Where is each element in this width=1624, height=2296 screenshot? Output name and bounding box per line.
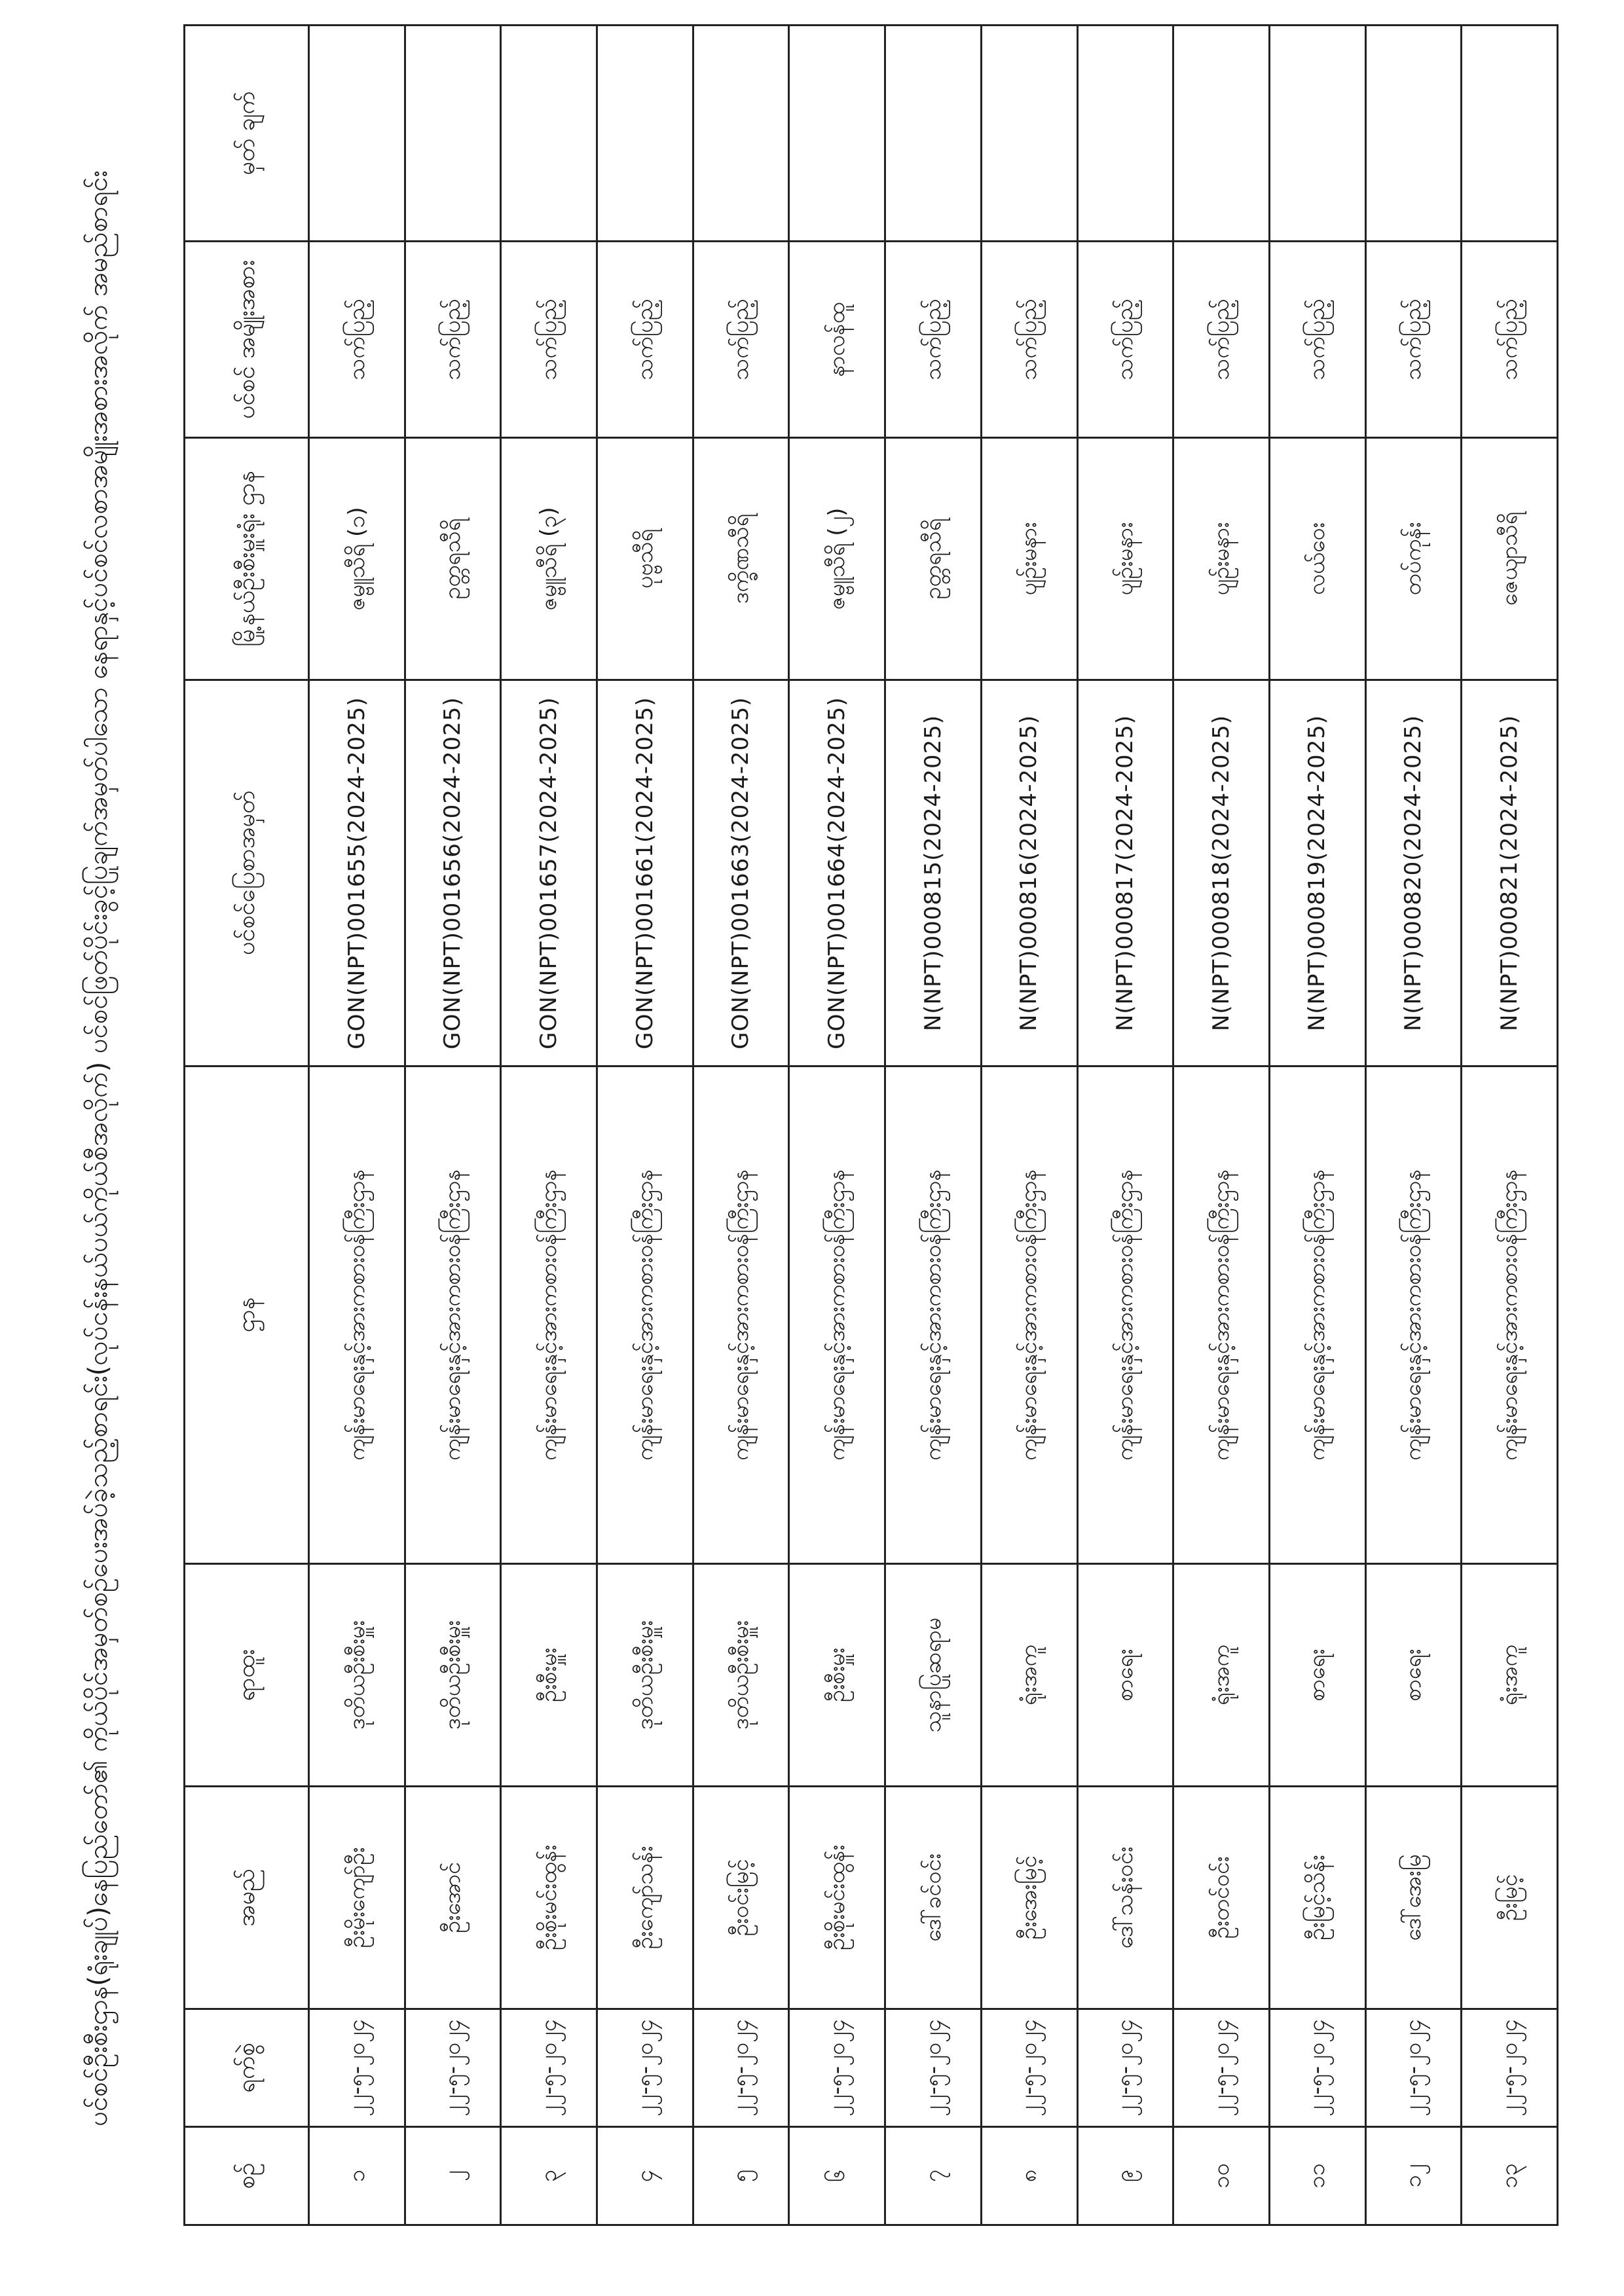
table-cell: ဦးဝင်းမြင့် xyxy=(693,1787,789,2009)
table-cell: ၂၂-၅-၂၀၂၄ xyxy=(1269,2009,1365,2127)
table-cell: ၁၀ xyxy=(1173,2127,1270,2225)
table-cell: သက်ပြည့် xyxy=(1077,242,1173,438)
table-cell: ၇ xyxy=(885,2127,982,2225)
table-cell: GON(NPT)001656(2024-2025) xyxy=(405,680,501,1066)
table-cell: N(NPT)000815(2024-2025) xyxy=(885,680,982,1066)
table-cell: ကျန်းမာရေးနှင့်အားကစားဝန်ကြီးဌာန xyxy=(1173,1066,1270,1564)
table-cell xyxy=(885,26,982,242)
table-cell xyxy=(1269,26,1365,242)
table-cell: ကျန်းမာရေးနှင့်အားကစားဝန်ကြီးဌာန xyxy=(501,1066,597,1564)
table-cell: ၆ xyxy=(789,2127,885,2225)
table-cell: သက်ပြည့် xyxy=(1365,242,1462,438)
table-row xyxy=(1173,26,1270,2225)
table-cell: ဇမ္ဗူသီရိ (၃) xyxy=(501,438,597,680)
table-cell xyxy=(501,26,597,242)
table-cell: ရုံးအကူ xyxy=(981,1564,1077,1787)
table-cell: ကျန်းမာရေးနှင့်အားကစားဝန်ကြီးဌာန xyxy=(405,1066,501,1564)
table-cell: ကျန်းမာရေးနှင့်အားကစားဝန်ကြီးဌာန xyxy=(693,1066,789,1564)
table-cell: သက်ပြည့် xyxy=(405,242,501,438)
table-cell: ၂၂-၅-၂၀၂၄ xyxy=(309,2009,405,2127)
table-cell: ပျဉ်းမနား xyxy=(1173,438,1270,680)
table-cell: N(NPT)000816(2024-2025) xyxy=(981,680,1077,1066)
header-cell: မြို့နယ်ဦးစီးမှူးရုံး ဌာန xyxy=(185,438,309,680)
table-cell: သက်ပြည့် xyxy=(309,242,405,438)
table-row xyxy=(405,26,501,2225)
table-cell: ၁၃ xyxy=(1462,2127,1558,2225)
table-cell: ၂၂-၅-၂၀၂၄ xyxy=(405,2009,501,2127)
header-cell: ဌာန xyxy=(185,1066,309,1564)
header-cell: စဉ် xyxy=(185,2127,309,2225)
table-cell xyxy=(693,26,789,242)
table-cell: ဇမ္ဗူသီရိ (၁) xyxy=(309,438,405,680)
table-cell: ဒေါ်သန်းဝင်း xyxy=(1077,1787,1173,2009)
table-cell: ကျန်းမာရေးနှင့်အားကစားဝန်ကြီးဌာန xyxy=(789,1066,885,1564)
table-cell: သက်ပြည့် xyxy=(885,242,982,438)
table-cell: စာရေး xyxy=(1269,1564,1365,1787)
table-cell: ရုံးအကူ xyxy=(1173,1564,1270,1787)
table-cell: ၂၂-၅-၂၀၂၄ xyxy=(501,2009,597,2127)
page-title: ပင်စင်ဦးစီးဌာန(ရုံးချုပ်)နေပြည်တော်၏ ကိုယ်ပိုင်အမှတ်စဉ်ပေးအပ်ခဲ့သည့်စာရင်း(လုပ်ငန်းနယ်ပယ်ကိုယ်စီအလိုက်) ပင်စင်ဖြတ်ပိုင်းခွင့်ပြုချက်အမှတ်ပါသော နေရာနှင့်ပင်စင်လစာအမျိုးအစားအလိုက် အမည်စာရင်း xyxy=(83,170,113,2126)
table-cell: N(NPT)000818(2024-2025) xyxy=(1173,680,1270,1066)
table-cell xyxy=(981,26,1077,242)
table-cell: ၅ xyxy=(693,2127,789,2225)
header-cell: အမည် xyxy=(185,1787,309,2009)
table-row xyxy=(501,26,597,2225)
table-cell: ကျန်းမာရေးနှင့်အားကစားဝန်ကြီးဌာန xyxy=(597,1066,693,1564)
table-cell: ဥတ္တရသီရိ xyxy=(885,438,982,680)
table-cell: ကျန်းမာရေးနှင့်အားကစားဝန်ကြီးဌာန xyxy=(1077,1066,1173,1564)
table-cell: GON(NPT)001661(2024-2025) xyxy=(597,680,693,1066)
table-row xyxy=(693,26,789,2225)
header-cell: ပင်စင်ပြေစာအမှတ် xyxy=(185,680,309,1066)
table-cell: တပ်ကုန်း xyxy=(1365,438,1462,680)
table-cell: N(NPT)000821(2024-2025) xyxy=(1462,680,1558,1066)
table-cell: GON(NPT)001663(2024-2025) xyxy=(693,680,789,1066)
table-cell: ကျန်းမာရေးနှင့်အားကစားဝန်ကြီးဌာန xyxy=(1462,1066,1558,1564)
table-cell: ဒုတိယဦးစီးမှူး xyxy=(309,1564,405,1787)
table-row xyxy=(885,26,982,2225)
table-header-row xyxy=(185,26,309,2225)
table-cell: လယ်ဝေး xyxy=(1269,438,1365,680)
table-cell xyxy=(405,26,501,242)
table-cell: GON(NPT)001664(2024-2025) xyxy=(789,680,885,1066)
table-cell xyxy=(309,26,405,242)
table-cell: သက်ပြည့် xyxy=(1173,242,1270,438)
table-cell: စာရေး xyxy=(1365,1564,1462,1787)
table-cell: ဦးစီးမှူး xyxy=(789,1564,885,1787)
table-row xyxy=(309,26,405,2225)
table-cell: ဦးမြင့် xyxy=(1462,1787,1558,2009)
table-cell: ဒေါ်ခင်ဝင်း xyxy=(885,1787,982,2009)
table-cell: ၂၂-၅-၂၀၂၄ xyxy=(597,2009,693,2127)
table-cell: ၂၂-၅-၂၀၂၄ xyxy=(1077,2009,1173,2127)
table-cell: ၁၂ xyxy=(1365,2127,1462,2225)
table-cell: ၂၂-၅-၂၀၂၄ xyxy=(1462,2009,1558,2127)
table-cell: N(NPT)000817(2024-2025) xyxy=(1077,680,1173,1066)
table-cell: ဒုတိယဦးစီးမှူး xyxy=(693,1564,789,1787)
table-cell: ၂၂-၅-၂၀၂၄ xyxy=(789,2009,885,2127)
table-cell: ဦးစိုးမင်းထွန်း xyxy=(501,1787,597,2009)
table-cell: နာလန်ထူ xyxy=(789,242,885,438)
table-row xyxy=(597,26,693,2225)
table-cell: ဦးအေးမြင့် xyxy=(981,1787,1077,2009)
header-cell: ရာထူး xyxy=(185,1564,309,1787)
table-cell: ဦးစိုးမင်းထွန်း xyxy=(789,1787,885,2009)
table-cell xyxy=(1077,26,1173,242)
pension-register-table xyxy=(183,24,1559,2226)
table-cell: ၈ xyxy=(981,2127,1077,2225)
table-cell: ဦးကျော်သန်း xyxy=(597,1787,693,2009)
table-cell: ဦးတင်ဝင်း xyxy=(1173,1787,1270,2009)
table-cell: ကျန်းမာရေးနှင့်အားကစားဝန်ကြီးဌာန xyxy=(309,1066,405,1564)
table-cell: စာရေး xyxy=(1077,1564,1173,1787)
table-cell: ကျန်းမာရေးနှင့်အားကစားဝန်ကြီးဌာန xyxy=(1269,1066,1365,1564)
table-cell: ဒုတိယဦးစီးမှူး xyxy=(597,1564,693,1787)
table-cell: ဒေါ်အေးမြ xyxy=(1365,1787,1462,2009)
table-cell: ၉ xyxy=(1077,2127,1173,2225)
table-row xyxy=(789,26,885,2225)
table-cell: ဦးအောင် xyxy=(405,1787,501,2009)
table-cell xyxy=(1462,26,1558,242)
header-cell: မှတ် ချက် xyxy=(185,26,309,242)
table-cell: သက်ပြည့် xyxy=(1269,242,1365,438)
table-cell: ၂၂-၅-၂၀၂၄ xyxy=(1365,2009,1462,2127)
table-cell: GON(NPT)001657(2024-2025) xyxy=(501,680,597,1066)
header-cell: ပင်စင် အမျိုးအစား xyxy=(185,242,309,438)
table-cell: ဦးမိုးကျော်ဦး xyxy=(309,1787,405,2009)
table-cell: ဒက္ခိဏသီရိ xyxy=(693,438,789,680)
table-cell xyxy=(789,26,885,242)
table-cell: ၁ xyxy=(309,2127,405,2225)
table-cell: ကျန်းမာရေးနှင့်အားကစားဝန်ကြီးဌာန xyxy=(1365,1066,1462,1564)
table-cell: N(NPT)000819(2024-2025) xyxy=(1269,680,1365,1066)
table-cell: ပျဉ်းမနား xyxy=(981,438,1077,680)
table-cell: သက်ပြည့် xyxy=(597,242,693,438)
table-cell xyxy=(597,26,693,242)
table-cell: GON(NPT)001655(2024-2025) xyxy=(309,680,405,1066)
table-cell: သူနာပြုဆရာမ xyxy=(885,1564,982,1787)
table-cell: သက်ပြည့် xyxy=(981,242,1077,438)
table-cell: ဥတ္တရသီရိ xyxy=(405,438,501,680)
table-cell: ၃ xyxy=(501,2127,597,2225)
table-cell: N(NPT)000820(2024-2025) xyxy=(1365,680,1462,1066)
table-row xyxy=(1462,26,1558,2225)
table-cell: ဇမ္ဗူသီရိ (၂) xyxy=(789,438,885,680)
table-cell xyxy=(1173,26,1270,242)
table-cell: ၂၂-၅-၂၀၂၄ xyxy=(981,2009,1077,2127)
table-cell: ဒုတိယဦးစီးမှူး xyxy=(405,1564,501,1787)
table-cell: ဇေယျာသီရိ xyxy=(1462,438,1558,680)
table-cell: ၁၁ xyxy=(1269,2127,1365,2225)
table-cell: ဦးစီးမှူး xyxy=(501,1564,597,1787)
header-cell: ရက်စွဲ xyxy=(185,2009,309,2127)
table-cell: ကျန်းမာရေးနှင့်အားကစားဝန်ကြီးဌာန xyxy=(981,1066,1077,1564)
table-cell: ၂၂-၅-၂၀၂၄ xyxy=(693,2009,789,2127)
table-cell: ရုံးအကူ xyxy=(1462,1564,1558,1787)
table-cell: ၂၂-၅-၂၀၂၄ xyxy=(1173,2009,1270,2127)
table-cell: သက်ပြည့် xyxy=(1462,242,1558,438)
table-cell: သက်ပြည့် xyxy=(501,242,597,438)
table-cell: ပျဉ်းမနား xyxy=(1077,438,1173,680)
table-row xyxy=(981,26,1077,2225)
table-cell xyxy=(1365,26,1462,242)
table-row xyxy=(1269,26,1365,2225)
table-body xyxy=(309,26,1558,2225)
table-row xyxy=(1077,26,1173,2225)
table-cell: ပုဗ္ဗသီရိ xyxy=(597,438,693,680)
table-row xyxy=(1365,26,1462,2225)
table-cell: သက်ပြည့် xyxy=(693,242,789,438)
table-cell: ကျန်းမာရေးနှင့်အားကစားဝန်ကြီးဌာန xyxy=(885,1066,982,1564)
table-cell: ၂ xyxy=(405,2127,501,2225)
table-cell: ၂၂-၅-၂၀၂၄ xyxy=(885,2009,982,2127)
table-cell: ဦးမြင့်သိန်း xyxy=(1269,1787,1365,2009)
table-cell: ၄ xyxy=(597,2127,693,2225)
register-table-container xyxy=(183,26,1559,2226)
